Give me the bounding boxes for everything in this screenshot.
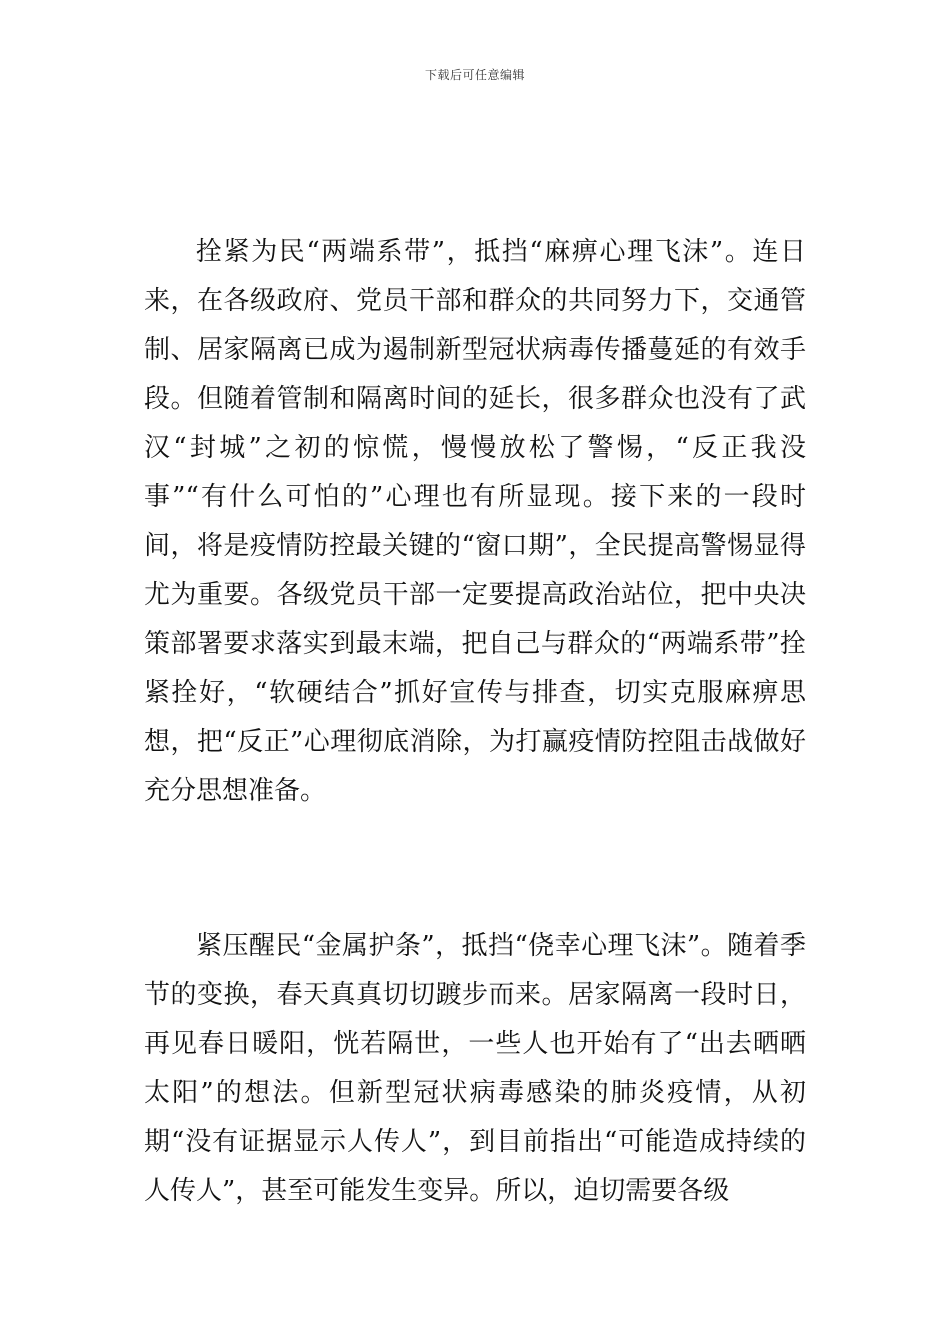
header-note: 下载后可任意编辑: [424, 68, 525, 82]
paragraph-2: 紧压醒民“金属护条”，抵挡“侥幸心理飞沫”。随着季节的变换，春天真真切切踱步而来。居家隔离一段时日，再见春日暖阳，恍若隔世，一些人也开始有了“出去晒晒太阳”的想法。但新型冠状病毒感染的肺炎疫情，从初期“没有证据显示人传人”，到目前指出“可能造成持续的人传人”，甚至可能发生变异。所以，迫切需要各级: [144, 931, 806, 1206]
paragraph-1: 拴紧为民“两端系带”，抵挡“麻痹心理飞沫”。连日来，在各级政府、党员干部和群众的共同努力下，交通管制、居家隔离已成为遏制新型冠状病毒传播蔓延的有效手段。但随着管制和隔离时间的延长，很多群众也没有了武汉“封城”之初的惊慌，慢慢放松了警惕，“反正我没事”“有什么可怕的”心理也有所显现。接下来的一段时间，将是疫情防控最关键的“窗口期”，全民提高警惕显得尤为重要。各级党员干部一定要提高政治站位，把中央决策部署要求落实到最末端，把自己与群众的“两端系带”拴紧拴好，“软硬结合”抓好宣传与排查，切实克服麻痹思想，把“反正”心理彻底消除，为打赢疫情防控阻击战做好充分思想准备。: [144, 237, 806, 806]
